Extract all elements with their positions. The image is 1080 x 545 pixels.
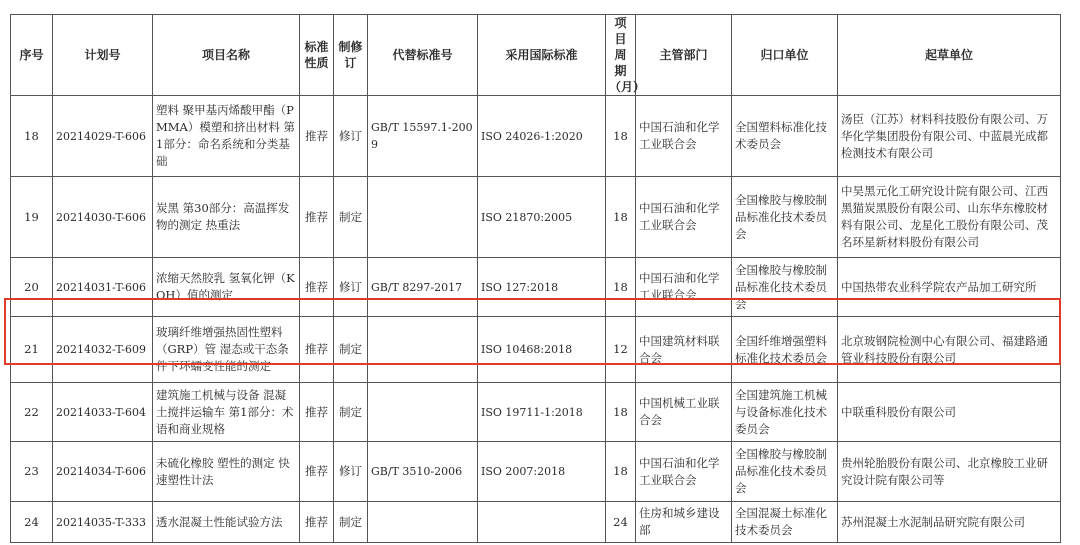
cell-period: 18 bbox=[606, 442, 636, 502]
cell-department: 中国石油和化学工业联合会 bbox=[636, 177, 732, 258]
cell-seq: 20 bbox=[11, 258, 53, 317]
cell-seq: 22 bbox=[11, 383, 53, 442]
header-row bbox=[11, 15, 1061, 96]
cell-revise: 制定 bbox=[334, 317, 368, 383]
table-row bbox=[11, 96, 1061, 177]
cell-period: 18 bbox=[606, 177, 636, 258]
header-department: 主管部门 bbox=[636, 15, 732, 96]
cell-nature: 推荐 bbox=[300, 96, 334, 177]
cell-plan-no: 20214029-T-606 bbox=[53, 96, 153, 177]
cell-unit: 全国建筑施工机械与设备标准化技术委员会 bbox=[732, 383, 838, 442]
cell-intl-standard: ISO 10468:2018 bbox=[478, 317, 606, 383]
cell-revise: 制定 bbox=[334, 502, 368, 543]
table-row bbox=[11, 442, 1061, 502]
cell-drafter: 中联重科股份有限公司 bbox=[838, 383, 1061, 442]
header-replaced-standard: 代替标准号 bbox=[368, 15, 478, 96]
cell-intl-standard: ISO 2007:2018 bbox=[478, 442, 606, 502]
table-row-highlighted bbox=[11, 317, 1061, 383]
cell-drafter: 中国热带农业科学院农产品加工研究所 bbox=[838, 258, 1061, 317]
header-unit: 归口单位 bbox=[732, 15, 838, 96]
cell-nature: 推荐 bbox=[300, 177, 334, 258]
cell-seq: 21 bbox=[11, 317, 53, 383]
cell-revise: 制定 bbox=[334, 177, 368, 258]
table-row bbox=[11, 502, 1061, 543]
cell-period: 18 bbox=[606, 96, 636, 177]
header-plan-no: 计划号 bbox=[53, 15, 153, 96]
table-row bbox=[11, 177, 1061, 258]
cell-revise: 修订 bbox=[334, 258, 368, 317]
cell-seq: 23 bbox=[11, 442, 53, 502]
cell-project-name: 透水混凝土性能试验方法 bbox=[153, 502, 300, 543]
cell-nature: 推荐 bbox=[300, 317, 334, 383]
cell-department: 中国石油和化学工业联合会 bbox=[636, 258, 732, 317]
cell-replaced-standard bbox=[368, 383, 478, 442]
cell-plan-no: 20214030-T-606 bbox=[53, 177, 153, 258]
table-row bbox=[11, 383, 1061, 442]
cell-unit: 全国橡胶与橡胶制品标准化技术委员会 bbox=[732, 177, 838, 258]
cell-intl-standard bbox=[478, 502, 606, 543]
header-intl-standard: 采用国际标准 bbox=[478, 15, 606, 96]
cell-nature: 推荐 bbox=[300, 258, 334, 317]
cell-unit: 全国塑料标准化技术委员会 bbox=[732, 96, 838, 177]
cell-unit: 全国混凝土标准化技术委员会 bbox=[732, 502, 838, 543]
cell-plan-no: 20214033-T-604 bbox=[53, 383, 153, 442]
cell-seq: 19 bbox=[11, 177, 53, 258]
cell-period: 12 bbox=[606, 317, 636, 383]
cell-seq: 24 bbox=[11, 502, 53, 543]
cell-plan-no: 20214035-T-333 bbox=[53, 502, 153, 543]
cell-project-name: 炭黑 第30部分：高温挥发物的测定 热重法 bbox=[153, 177, 300, 258]
cell-project-name: 建筑施工机械与设备 混凝土搅拌运输车 第1部分：术语和商业规格 bbox=[153, 383, 300, 442]
cell-revise: 修订 bbox=[334, 96, 368, 177]
cell-replaced-standard: GB/T 3510-2006 bbox=[368, 442, 478, 502]
cell-nature: 推荐 bbox=[300, 383, 334, 442]
cell-drafter: 中昊黑元化工研究设计院有限公司、江西黑猫炭黑股份有限公司、山东华东橡胶材料有限公司、龙星化工股份有限公司、茂名环星新材料股份有限公司 bbox=[838, 177, 1061, 258]
header-revise: 制修订 bbox=[334, 15, 368, 96]
cell-department: 中国机械工业联合会 bbox=[636, 383, 732, 442]
cell-project-name: 塑料 聚甲基丙烯酸甲酯（PMMA）模塑和挤出材料 第1部分：命名系统和分类基础 bbox=[153, 96, 300, 177]
cell-unit: 全国橡胶与橡胶制品标准化技术委员会 bbox=[732, 442, 838, 502]
cell-drafter: 贵州轮胎股份有限公司、北京橡胶工业研究设计院有限公司等 bbox=[838, 442, 1061, 502]
cell-drafter: 苏州混凝土水泥制品研究院有限公司 bbox=[838, 502, 1061, 543]
cell-unit: 全国橡胶与橡胶制品标准化技术委员会 bbox=[732, 258, 838, 317]
cell-department: 中国石油和化学工业联合会 bbox=[636, 96, 732, 177]
cell-drafter: 汤臣（江苏）材料科技股份有限公司、万华化学集团股份有限公司、中蓝晨光成都检测技术有限公司 bbox=[838, 96, 1061, 177]
cell-plan-no: 20214034-T-606 bbox=[53, 442, 153, 502]
cell-period: 18 bbox=[606, 258, 636, 317]
cell-replaced-standard: GB/T 15597.1-2009 bbox=[368, 96, 478, 177]
header-project-name: 项目名称 bbox=[153, 15, 300, 96]
cell-department: 中国石油和化学工业联合会 bbox=[636, 442, 732, 502]
cell-replaced-standard bbox=[368, 177, 478, 258]
cell-replaced-standard bbox=[368, 502, 478, 543]
header-seq: 序号 bbox=[11, 15, 53, 96]
cell-revise: 修订 bbox=[334, 442, 368, 502]
header-nature: 标准性质 bbox=[300, 15, 334, 96]
cell-intl-standard: ISO 127:2018 bbox=[478, 258, 606, 317]
cell-project-name: 浓缩天然胶乳 氢氧化钾（KOH）值的测定 bbox=[153, 258, 300, 317]
cell-intl-standard: ISO 19711-1:2018 bbox=[478, 383, 606, 442]
cell-plan-no: 20214032-T-609 bbox=[53, 317, 153, 383]
cell-project-name: 未硫化橡胶 塑性的测定 快速塑性计法 bbox=[153, 442, 300, 502]
standards-plan-table bbox=[10, 14, 1061, 543]
cell-nature: 推荐 bbox=[300, 502, 334, 543]
header-period: 项目周期（月） bbox=[606, 15, 636, 96]
cell-department: 中国建筑材料联合会 bbox=[636, 317, 732, 383]
cell-department: 住房和城乡建设部 bbox=[636, 502, 732, 543]
cell-period: 24 bbox=[606, 502, 636, 543]
cell-intl-standard: ISO 21870:2005 bbox=[478, 177, 606, 258]
cell-seq: 18 bbox=[11, 96, 53, 177]
cell-nature: 推荐 bbox=[300, 442, 334, 502]
header-drafter: 起草单位 bbox=[838, 15, 1061, 96]
cell-intl-standard: ISO 24026-1:2020 bbox=[478, 96, 606, 177]
cell-project-name: 玻璃纤维增强热固性塑料（GRP）管 湿态或干态条件下环蠕变性能的测定 bbox=[153, 317, 300, 383]
cell-period: 18 bbox=[606, 383, 636, 442]
cell-unit: 全国纤维增强塑料标准化技术委员会 bbox=[732, 317, 838, 383]
cell-replaced-standard bbox=[368, 317, 478, 383]
cell-drafter: 北京玻钢院检测中心有限公司、福建路通管业科技股份有限公司 bbox=[838, 317, 1061, 383]
table-row bbox=[11, 258, 1061, 317]
cell-replaced-standard: GB/T 8297-2017 bbox=[368, 258, 478, 317]
cell-plan-no: 20214031-T-606 bbox=[53, 258, 153, 317]
cell-revise: 制定 bbox=[334, 383, 368, 442]
